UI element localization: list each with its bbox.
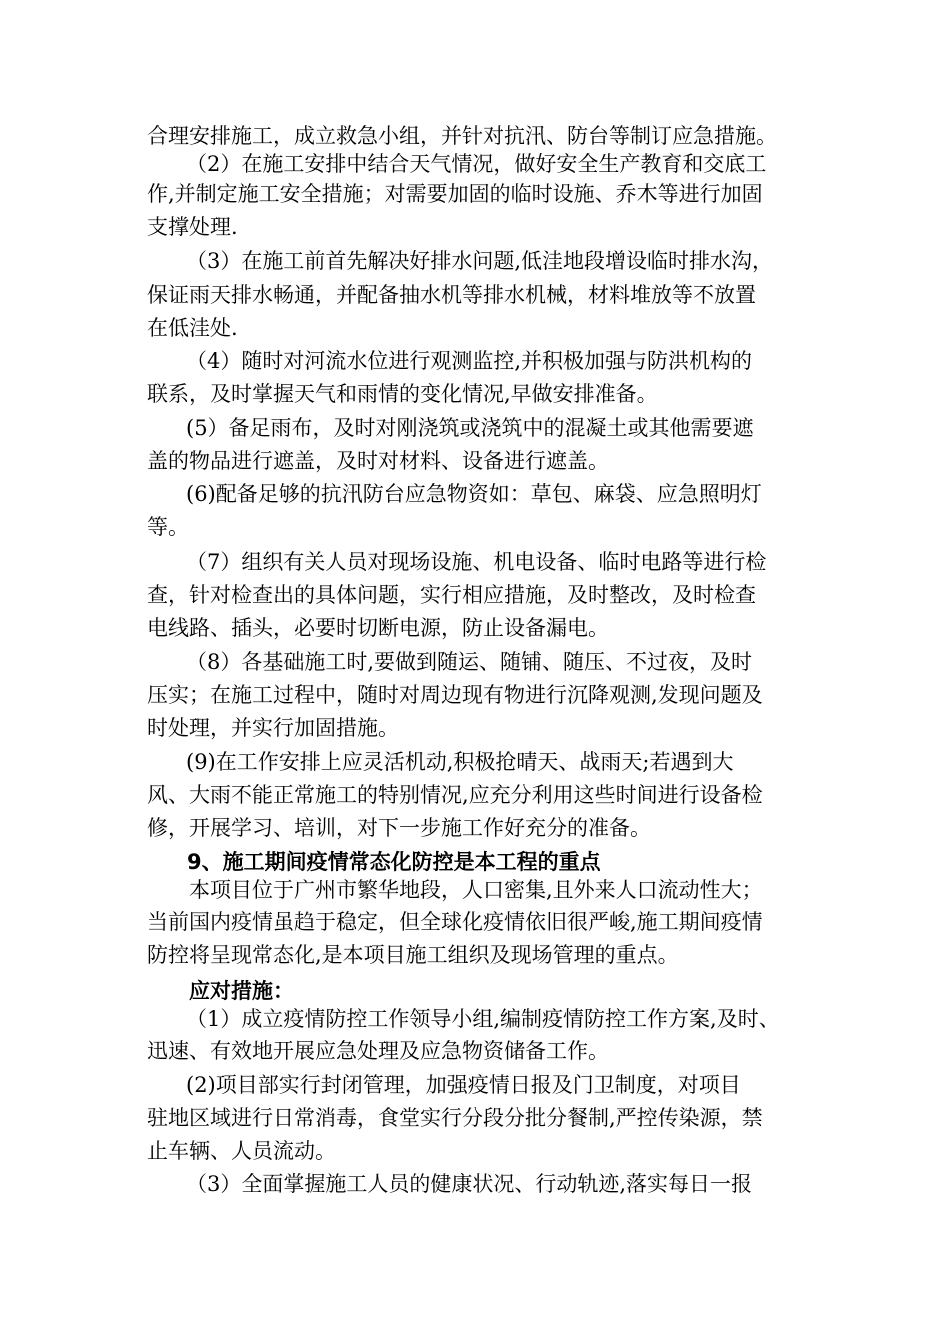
sub-heading: 应对措施： (189, 979, 294, 1003)
text-line: 等。 (147, 515, 189, 539)
text-line: 合理安排施工，成立救急小组，并针对抗汛、防台等制订应急措施。 (147, 124, 777, 148)
text-line: 作,并制定施工安全措施；对需要加固的临时设施、乔木等进行加固 (147, 182, 763, 206)
text-line: （3）全面掌握施工人员的健康状况、行动轨迹,落实每日一报 (186, 1172, 753, 1196)
text-line: 查，针对检查出的具体问题，实行相应措施，及时整改，及时检查 (147, 583, 756, 607)
text-line: 本项目位于广州市繁华地段，人口密集,且外来人口流动性大； (189, 878, 763, 902)
text-line: (5）备足雨布，及时对刚浇筑或浇筑中的混凝土或其他需要遮 (186, 416, 754, 440)
text-line: 风、大雨不能正常施工的特别情况,应充分利用这些时间进行设备检 (147, 783, 763, 807)
text-line: 压实；在施工过程中，随时对周边现有物进行沉降观测,发现问题及 (147, 683, 763, 707)
text-line: 盖的物品进行遮盖，及时对材料、设备进行遮盖。 (147, 449, 609, 473)
text-line: 保证雨天排水畅通，并配备抽水机等排水机械，材料堆放等不放置 (147, 283, 756, 307)
text-line: 迅速、有效地开展应急处理及应急物资储备工作。 (147, 1039, 609, 1063)
text-line: 修，开展学习、培训，对下一步施工作好充分的准备。 (147, 816, 651, 840)
text-line: (6)配备足够的抗汛防台应急物资如：草包、麻袋、应急照明灯 (186, 482, 762, 506)
text-line: （2）在施工安排中结合天气情况，做好安全生产教育和交底工 (186, 152, 767, 176)
text-line: 时处理，并实行加固措施。 (147, 716, 399, 740)
text-line: (9)在工作安排上应灵活机动,积极抢晴天、战雨天;若遇到大 (186, 750, 734, 774)
text-line: 在低洼处. (147, 316, 238, 340)
text-line: 电线路、插头，必要时切断电源，防止设备漏电。 (147, 616, 609, 640)
section-heading: 9、施工期间疫情常态化防控是本工程的重点 (187, 850, 601, 874)
text-line: 支撑处理. (147, 215, 238, 239)
text-line: （8）各基础施工时,要做到随运、随铺、随压、不过夜，及时 (186, 650, 753, 674)
text-line: 止车辆、人员流动。 (147, 1139, 336, 1163)
text-line: 防控将呈现常态化,是本项目施工组织及现场管理的重点。 (147, 943, 679, 967)
text-line: （4）随时对河流水位进行观测监控,并积极加强与防洪机构的 (186, 349, 753, 373)
text-line: （3）在施工前首先解决好排水问题,低洼地段增设临时排水沟， (186, 249, 774, 273)
text-line: 驻地区域进行日常消毒，食堂实行分段分批分餐制,严控传染源，禁 (147, 1106, 763, 1130)
text-line: 当前国内疫情虽趋于稳定，但全球化疫情依旧很严峻,施工期间疫情 (147, 910, 763, 934)
text-line: (2)项目部实行封闭管理，加强疫情日报及门卫制度，对项目 (186, 1073, 741, 1097)
text-line: 联系，及时掌握天气和雨情的变化情况,早做安排准备。 (147, 382, 658, 406)
text-line: （1）成立疫情防控工作领导小组,编制疫情防控工作方案,及时、 (186, 1007, 780, 1031)
text-line: （7）组织有关人员对现场设施、机电设备、临时电路等进行检 (186, 550, 767, 574)
